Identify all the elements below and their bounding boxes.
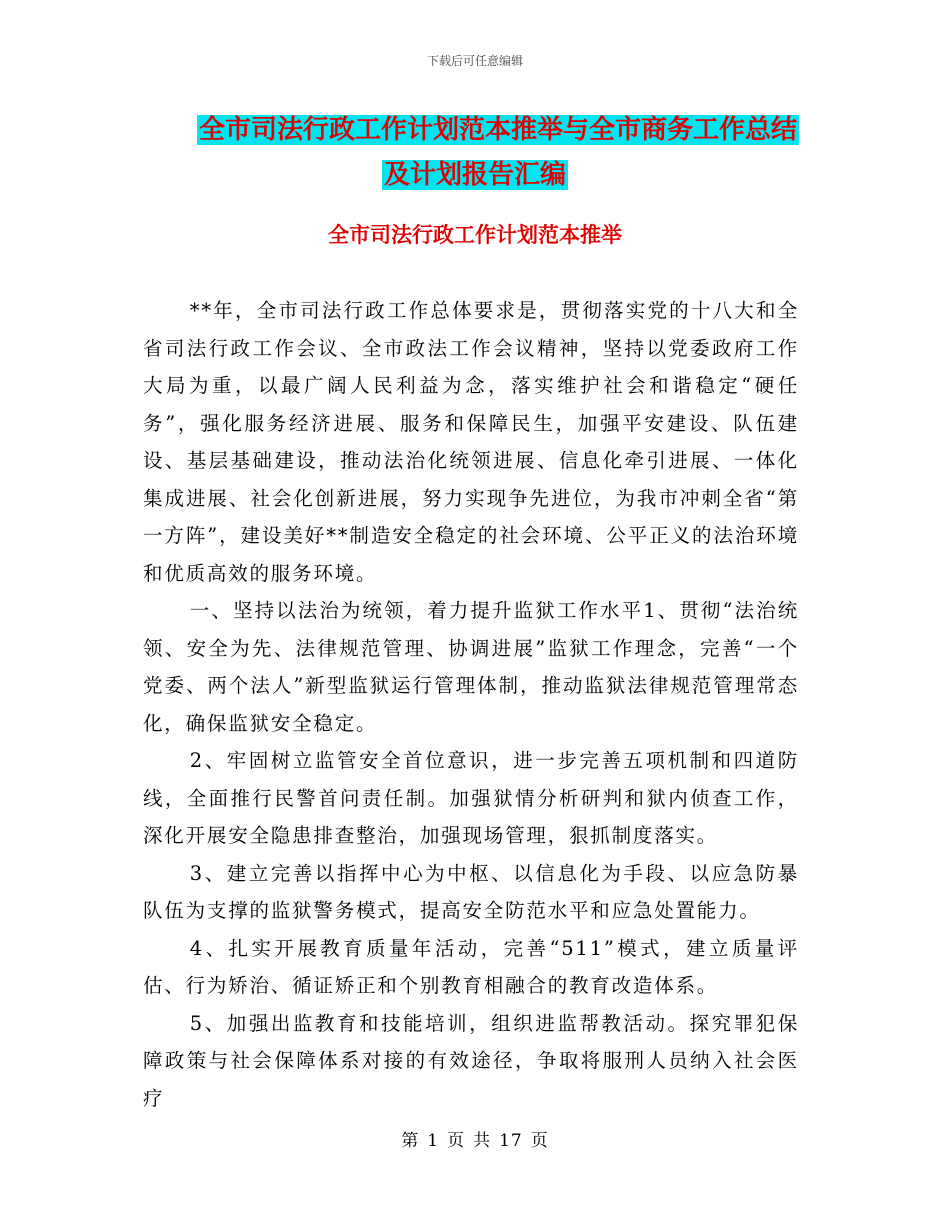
footer-total-prefix: 共 xyxy=(473,1131,492,1151)
paragraph: **年，全市司法行政工作总体要求是，贯彻落实党的十八大和全省司法行政工作会议、全市政法工作会议精神，坚持以党委政府工作大局为重，以最广阔人民利益为念，落实维护社会和谐稳定“硬任务”，强化服务经济进展、服务和保障民生，加强平安建设、队伍建设、基层基础建设，推动法治化统领进展、信息化牵引进展、一体化集成进展、社会化创新进展，努力实现争先进位，为我市冲刺全省“第一方阵”，建设美好**制造安全稳定的社会环境、公平正义的法治环境和优质高效的服务环境。 xyxy=(143,299,799,585)
section-title: 全市司法行政工作计划范本推举 xyxy=(328,223,622,247)
paragraph: 3、建立完善以指挥中心为中枢、以信息化为手段、以应急防暴队伍为支撑的监狱警务模式，提高安全防范水平和应急处置能力。 xyxy=(143,861,799,922)
footer-suffix: 页 xyxy=(530,1131,549,1151)
footer-total-pages: 17 xyxy=(499,1131,523,1151)
paragraph: 一、坚持以法治为统领，着力提升监狱工作水平1、贯彻“法治统领、安全为先、法律规范管理、协调进展”监狱工作理念，完善“一个党委、两个法人”新型监狱运行管理体制，推动监狱法律规范管理常态化，确保监狱安全稳定。 xyxy=(143,599,799,735)
document-title-line-1 xyxy=(0,110,950,150)
document-title-line-2 xyxy=(0,155,950,195)
paragraph: 2、牢固树立监管安全首位意识，进一步完善五项机制和四道防线，全面推行民警首问责任制。加强狱情分析研判和狱内侦查工作，深化开展安全隐患排查整治，加强现场管理，狠抓制度落实。 xyxy=(143,749,799,847)
page-footer xyxy=(0,1126,950,1151)
paragraph: 4、扎实开展教育质量年活动，完善“511”模式，建立质量评估、行为矫治、循证矫正和个别教育相融合的教育改造体系。 xyxy=(143,936,799,997)
document-title-line-2-text: 及计划报告汇编 xyxy=(383,160,566,190)
footer-page-number: 1 xyxy=(427,1131,440,1151)
footer-page-label: 页 xyxy=(447,1131,466,1151)
body-text xyxy=(143,292,799,1117)
document-title-line-1-text: 全市司法行政工作计划范本推举与全市商务工作总结 xyxy=(198,115,797,145)
header-note: 下载后可任意编辑 xyxy=(426,54,523,68)
footer-prefix: 第 xyxy=(401,1131,420,1151)
paragraph: 5、加强出监教育和技能培训，组织进监帮教活动。探究罪犯保障政策与社会保障体系对接的有效途径，争取将服刑人员纳入社会医疗 xyxy=(143,1011,799,1110)
